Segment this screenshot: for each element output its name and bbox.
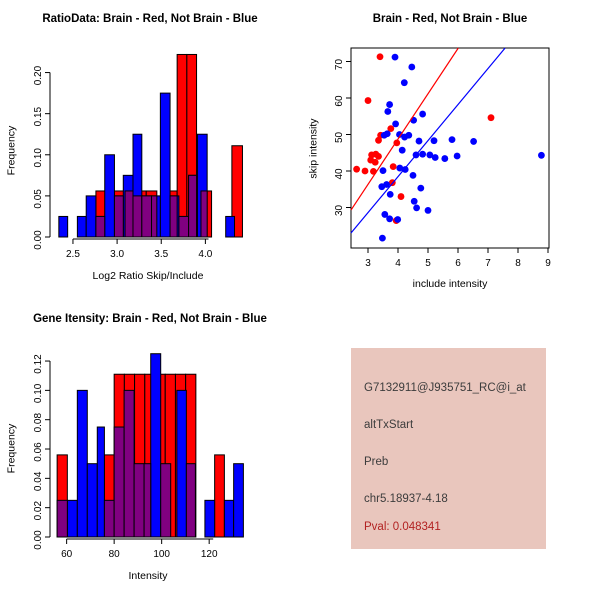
hist-bar-overlap (161, 464, 171, 537)
hist-bar-overlap (189, 175, 197, 237)
panel-intensity-scatter (300, 0, 600, 300)
hist-bar-overlap (125, 191, 133, 237)
scatter-point-not-brain (432, 154, 439, 161)
intensity-scatter-plot (300, 0, 600, 300)
pval-text: Pval: 0.048341 (364, 521, 441, 533)
hist-bar-blue (105, 155, 115, 237)
scatter-point-not-brain (449, 136, 456, 143)
scatter-point-brain (365, 97, 372, 104)
y-tick-label: 0.00 (33, 530, 44, 550)
scatter-point-not-brain (392, 121, 399, 128)
x-tick-label: 8 (515, 258, 521, 269)
scatter-point-brain (390, 163, 397, 170)
scatter-point-not-brain (387, 191, 394, 198)
probe-info-box (351, 348, 546, 549)
hist-bar-overlap (133, 196, 142, 237)
y-tick-label: 60 (334, 95, 345, 107)
y-tick-label: 50 (334, 131, 345, 144)
scatter-point-brain (372, 159, 379, 166)
hist-bar-blue (224, 500, 233, 537)
x-tick-label: 100 (153, 549, 171, 560)
hist-bar-overlap (104, 500, 114, 537)
hist-bar-overlap (134, 464, 144, 537)
scatter-point-not-brain (411, 198, 418, 205)
scatter-point-not-brain (441, 155, 448, 162)
scatter-point-brain (353, 166, 360, 173)
scatter-point-not-brain (470, 138, 477, 145)
y-tick-label: 0.02 (33, 500, 44, 521)
scatter-point-not-brain (417, 185, 424, 192)
scatter-point-not-brain (419, 151, 426, 158)
ratio-histogram-xlabel: Log2 Ratio Skip/Include (92, 270, 204, 282)
hist-bar-blue (86, 196, 96, 237)
hist-bar-overlap (114, 196, 123, 237)
y-tick-label: 0.00 (33, 230, 44, 250)
y-tick-label: 0.08 (33, 412, 44, 433)
scatter-point-not-brain (410, 172, 417, 179)
scatter-point-brain (362, 168, 369, 175)
x-tick-label: 5 (425, 258, 431, 269)
hist-bar-overlap (142, 196, 152, 237)
scatter-ylabel: skip intensity (307, 118, 320, 179)
scatter-point-not-brain (413, 204, 420, 211)
scatter-point-brain (377, 53, 384, 60)
locus-text: chr5.18937-4.18 (364, 493, 448, 505)
y-tick-label: 0.20 (33, 65, 44, 86)
x-tick-label: 60 (61, 549, 73, 560)
hist-bar-blue (226, 216, 235, 237)
plot-box (351, 48, 549, 248)
panel-gene-intensity-histogram (0, 300, 300, 600)
hist-bar-overlap (152, 196, 157, 237)
event-type-text: altTxStart (364, 419, 414, 431)
panel-info (300, 300, 600, 600)
hist-bar-blue (205, 500, 215, 537)
y-tick-label: 0.10 (33, 148, 44, 168)
y-tick-label: 70 (334, 58, 345, 71)
hist-bar-overlap (114, 427, 124, 537)
hist-bar-blue (77, 390, 87, 537)
scatter-point-brain (398, 193, 405, 200)
scatter-point-not-brain (399, 147, 406, 154)
scatter-xlabel: include intensity (412, 278, 488, 290)
hist-bar-blue (234, 464, 244, 537)
panel-ratio-histogram (0, 0, 300, 300)
scatter-point-not-brain (405, 132, 412, 139)
hist-bar-overlap (201, 191, 207, 237)
scatter-point-not-brain (378, 183, 385, 190)
scatter-point-not-brain (538, 152, 545, 159)
scatter-point-not-brain (380, 167, 387, 174)
scatter-point-not-brain (416, 138, 423, 145)
hist-bar-blue (160, 93, 170, 237)
y-tick-label: 0.05 (33, 189, 44, 209)
scatter-point-not-brain (431, 137, 438, 144)
scatter-point-not-brain (394, 216, 401, 223)
scatter-point-not-brain (408, 64, 415, 71)
hist-bar-blue (67, 500, 77, 537)
hist-bar-blue (87, 464, 97, 537)
x-tick-label: 6 (455, 258, 461, 269)
y-tick-label: 0.06 (33, 442, 44, 462)
hist-bar-overlap (144, 464, 151, 537)
scatter-point-brain (370, 168, 377, 175)
hist-bar-overlap (57, 500, 67, 537)
gene-name-text: Preb (364, 456, 389, 468)
x-tick-label: 3.0 (110, 249, 125, 260)
scatter-point-not-brain (425, 207, 432, 214)
hist-bar-blue (77, 216, 86, 237)
gene-intensity-histogram-plot (0, 300, 300, 600)
y-tick-label: 40 (334, 168, 345, 180)
x-tick-label: 3.5 (154, 249, 169, 260)
hist-bar-red (215, 455, 225, 537)
scatter-point-not-brain (386, 101, 393, 108)
scatter-point-not-brain (392, 54, 399, 61)
x-tick-label: 120 (200, 549, 218, 560)
hist-bar-overlap (170, 196, 177, 237)
y-tick-label: 30 (334, 204, 345, 217)
x-tick-label: 4 (395, 258, 401, 269)
hist-bar-blue (59, 216, 68, 237)
scatter-point-brain (375, 153, 382, 160)
hist-bar-overlap (186, 464, 195, 537)
x-tick-label: 2.5 (66, 249, 80, 260)
x-tick-label: 7 (485, 258, 491, 269)
hist-bar-blue (177, 390, 187, 537)
scatter-point-not-brain (384, 130, 391, 137)
hist-bar-blue (151, 354, 161, 537)
gene-intensity-title: Gene Itensity: Brain - Red, Not Brain - Blue (33, 313, 267, 325)
hist-bar-overlap (96, 216, 105, 237)
scatter-point-not-brain (454, 153, 461, 160)
hist-bar-blue (97, 427, 104, 537)
scatter-point-brain (375, 137, 382, 144)
x-tick-label: 4.0 (198, 249, 213, 260)
hist-bar-overlap (179, 216, 189, 237)
gene-intensity-xlabel: Intensity (128, 570, 168, 582)
regression-line-brain-fit (351, 48, 458, 210)
x-tick-label: 80 (108, 549, 120, 560)
scatter-point-not-brain (379, 235, 386, 242)
gene-intensity-ylabel: Frequency (5, 423, 18, 474)
x-tick-label: 9 (545, 258, 551, 269)
scatter-point-not-brain (386, 215, 393, 222)
x-tick-label: 3 (365, 258, 371, 269)
scatter-point-not-brain (384, 108, 391, 115)
scatter-point-not-brain (410, 117, 417, 124)
y-tick-label: 0.10 (33, 383, 44, 404)
y-tick-label: 0.15 (33, 106, 44, 127)
regression-line-not-brain-fit (351, 48, 505, 233)
scatter-point-not-brain (419, 111, 426, 118)
scatter-title: Brain - Red, Not Brain - Blue (372, 13, 528, 25)
probe-id-text: G7132911@J935751_RC@i_at (364, 382, 526, 394)
y-tick-label: 0.04 (33, 471, 44, 492)
ratio-histogram-title: RatioData: Brain - Red, Not Brain - Blue (42, 13, 258, 25)
ratio-histogram-ylabel: Frequency (5, 125, 18, 176)
hist-bar-overlap (124, 390, 134, 537)
scatter-point-not-brain (401, 79, 408, 86)
ratio-histogram-plot (0, 0, 300, 300)
scatter-point-brain (488, 114, 495, 121)
y-tick-label: 0.12 (33, 354, 44, 374)
